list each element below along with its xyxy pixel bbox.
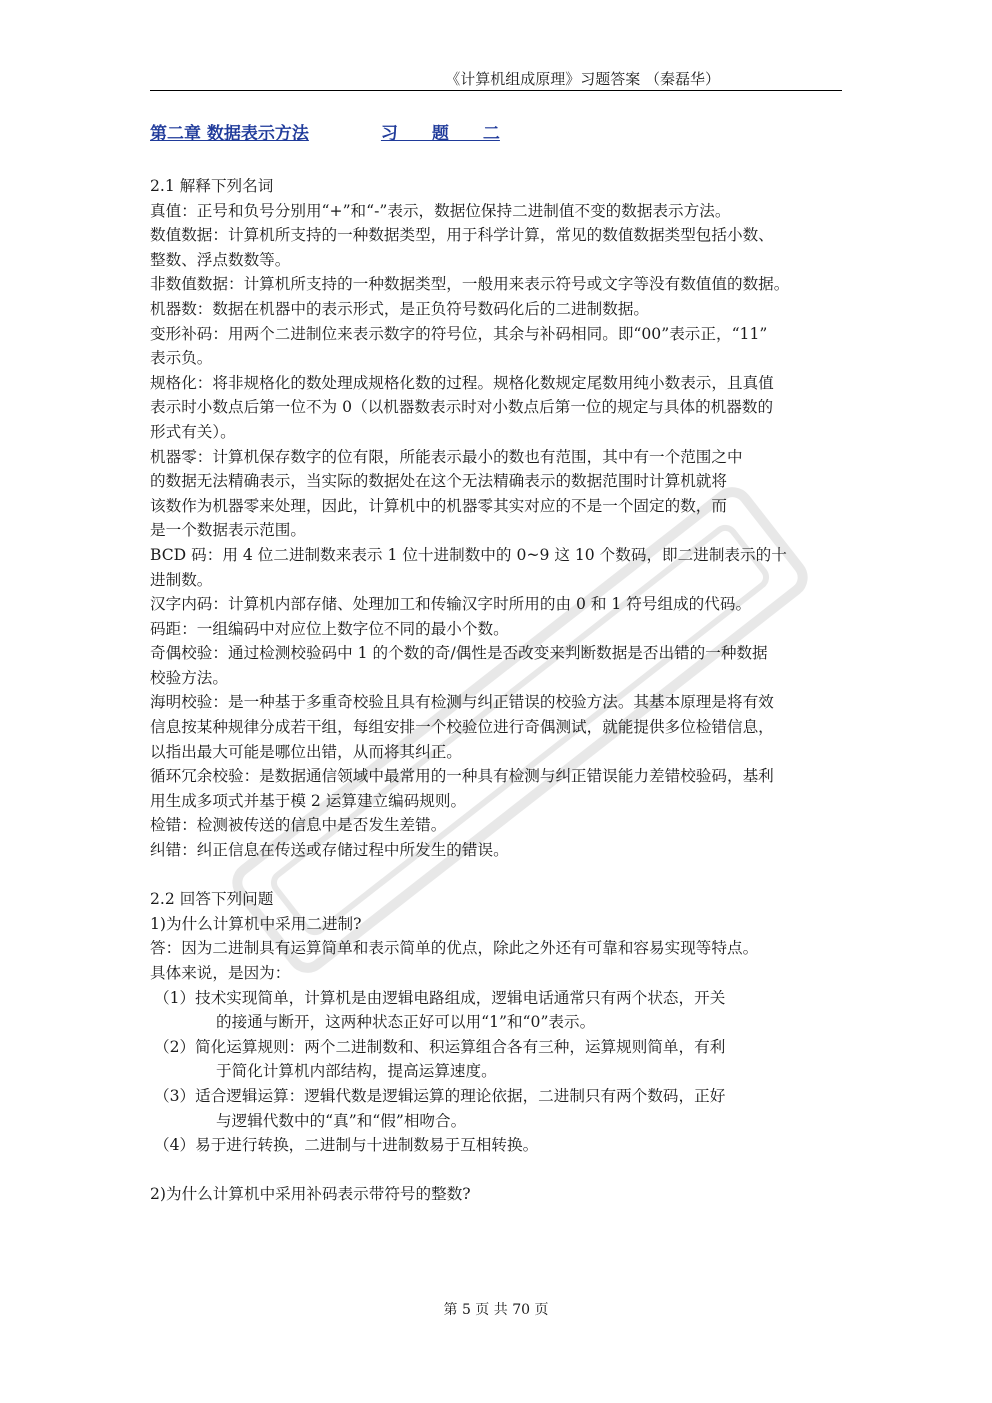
definition-line: 检错：检测被传送的信息中是否发生差错。 [150,816,447,835]
question: 1)为什么计算机中采用二进制? [150,914,362,933]
answer-continued: 具体来说，是因为： [150,964,291,982]
page-header: 《计算机组成原理》习题答案 （秦磊华） [445,70,720,88]
page-footer: 第 5 页 共 70 页 [443,1302,549,1318]
definition-line: 该数作为机器零来处理，因此，计算机中的机器零其实对应的不是一个固定的数，而 [150,496,727,515]
list-item-continued: 于简化计算机内部结构，提高运算速度。 [216,1062,497,1081]
definition-line: 用生成多项式并基于模 2 运算建立编码规则。 [150,791,467,810]
definition-line: 形式有关）。 [150,422,236,441]
list-item-continued: 的接通与断开，这两种状态正好可以用“1”和“0”表示。 [216,1013,596,1032]
list-item: （4）易于进行转换，二进制与十进制数易于互相转换。 [154,1136,539,1155]
list-item: （2）简化运算规则：两个二进制数和、积运算组合各有三种，运算规则简单，有利 [154,1037,726,1056]
definition-line: 非数值数据：计算机所支持的一种数据类型，一般用来表示符号或文字等没有数值值的数据。 [150,275,790,294]
definition-line: 真值：正号和负号分别用“+”和“-”表示，数据位保持二进制值不变的数据表示方法。 [150,201,731,220]
section-heading: 2.2 回答下列问题 [150,890,274,909]
definition-line: 表示负。 [150,349,213,368]
definition-line: 规格化：将非规格化的数处理成规格化数的过程。规格化数规定尾数用纯小数表示，且真值 [150,373,774,392]
definition-line: 信息按某种规律分成若干组，每组安排一个校验位进行奇偶测试，就能提供多位检错信息， [150,718,774,737]
list-item: （3）适合逻辑运算：逻辑代数是逻辑运算的理论依据，二进制只有两个数码，正好 [154,1086,726,1105]
answer: 答：因为二进制具有运算简单和表示简单的优点，除此之外还有可靠和容易实现等特点。 [150,939,759,958]
section-heading: 2.1 解释下列名词 [150,177,274,195]
definition-line: 汉字内码：计算机内部存储、处理加工和传输汉字时所用的由 0 和 1 符号组成的代码。 [150,595,752,614]
definition-line: 以指出最大可能是哪位出错，从而将其纠正。 [150,742,462,761]
definition-line: BCD 码：用 4 位二进制数来表示 1 位十进制数中的 0~9 这 10 个数码，即二进制表示的十 [150,545,787,564]
exercise-label: 习 题 二 [380,124,500,144]
definition-line: 整数、浮点数数等。 [150,250,291,269]
definition-line: 机器零：计算机保存数字的位有限，所能表示最小的数也有范围，其中有一个范围之中 [150,447,743,466]
list-item-continued: 与逻辑代数中的“真”和“假”相吻合。 [216,1111,467,1130]
definition-line: 纠错：纠正信息在传送或存储过程中所发生的错误。 [150,841,509,860]
definition-line: 循环冗余校验：是数据通信领域中最常用的一种具有检测与纠正错误能力差错校验码，基利 [150,767,774,786]
chapter-title [150,122,500,146]
definition-line: 校验方法。 [150,668,228,687]
page-body [150,174,842,1207]
definition-line: 奇偶校验：通过检测校验码中 1 的个数的奇/偶性是否改变来判断数据是否出错的一种数据 [150,644,768,663]
list-item: （1）技术实现简单，计算机是由逻辑电路组成，逻辑电话通常只有两个状态，开关 [154,988,726,1007]
definition-line: 的数据无法精确表示，当实际的数据处在这个无法精确表示的数据范围时计算机就将 [150,472,727,491]
definition-line: 码距：一组编码中对应位上数字位不同的最小个数。 [150,619,509,638]
definition-line: 变形补码：用两个二进制位来表示数字的符号位，其余与补码相同。即“00”表示正，“11” [150,324,768,343]
reasons-list [150,986,842,1158]
header-rule [150,90,842,91]
definition-line: 海明校验：是一种基于多重奇校验且具有检测与纠正错误的校验方法。其基本原理是将有效 [150,693,774,712]
definition-line: 机器数：数据在机器中的表示形式，是正负符号数码化后的二进制数据。 [150,299,650,318]
definitions-list [150,199,842,863]
definition-line: 是一个数据表示范围。 [150,521,306,540]
definition-line: 表示时小数点后第一位不为 0（以机器数表示时对小数点后第一位的规定与具体的机器数的 [150,398,774,417]
question: 2)为什么计算机中采用补码表示带符号的整数? [150,1185,471,1204]
definition-line: 进制数。 [150,570,213,589]
chapter-name: 第二章 数据表示方法 [150,124,309,144]
definition-line: 数值数据：计算机所支持的一种数据类型，用于科学计算，常见的数值数据类型包括小数、 [150,226,774,245]
